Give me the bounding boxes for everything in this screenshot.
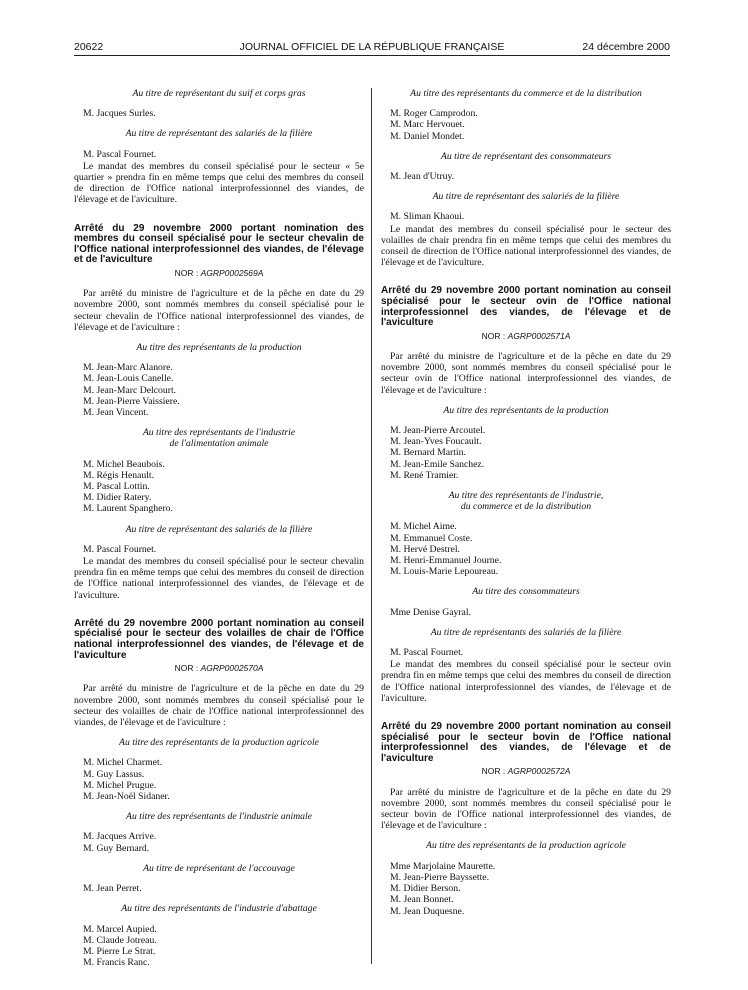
member-name: M. Pierre Le Strat. [83, 945, 156, 957]
heading-line: de l'alimentation animale [169, 438, 269, 450]
nor-label: NOR : [174, 268, 199, 278]
member-name: M. Jean-Pierre Vaissiere. [83, 395, 180, 407]
journal-title: JOURNAL OFFICIEL DE LA RÉPUBLIQUE FRANÇAISE [239, 41, 505, 53]
section-heading: Au titre des consommateurs [472, 586, 580, 598]
nor-label: NOR : [481, 766, 506, 777]
member-name: M. Claude Jotreau. [83, 934, 157, 946]
member-name: M. Pascal Fournet. [83, 543, 157, 555]
member-name: M. Pascal Fournet. [83, 148, 157, 160]
member-name: M. Roger Camprodon. [390, 108, 478, 120]
section-heading: Au titre de représentant du suif et corps gras [132, 88, 306, 99]
member-name: M. Jean-Pierre Arcoutel. [390, 425, 486, 437]
issue-date: 24 décembre 2000 [582, 41, 670, 53]
decree-title: Arrêté du 29 novembre 2000 portant nomination au conseil spécialisé pour le secteur ovin de l'Office national interprofessionnel des viandes, de l'élevage et de l'aviculture [381, 285, 671, 329]
mandate-paragraph: Le mandat des membres du conseil spécialisé pour le secteur « 5e quartier » prendra fin en même temps que celui des membres du conseil de direction de l'Office national interprofessionnel des viandes, de l'élevage et de l'aviculture. [74, 160, 364, 206]
section-heading: Au titre de représentant de l'accouvage [143, 862, 295, 874]
section-heading: Au titre de représentants des salariés de la filière [430, 626, 622, 638]
member-name: M. Daniel Mondet. [390, 130, 465, 142]
decree-title: Arrêté du 29 novembre 2000 portant nomination au conseil spécialisé pour le secteur des volailles de chair de l'Office national interprofessionnel des viandes, de l'élevage et de l'aviculture [74, 617, 364, 661]
decree-title: Arrêté du 29 novembre 2000 portant nomination au conseil spécialisé pour le secteur bovin de l'Office national interprofessionnel des viandes, de l'élevage et de l'aviculture [381, 721, 671, 764]
nor-reference [381, 766, 671, 777]
member-name: Mme Marjolaine Maurette. [390, 860, 496, 872]
nor-reference [74, 268, 364, 279]
nor-code: AGRP0002572A [507, 766, 571, 777]
section-heading: Au titre de représentant des salariés de la filière [125, 523, 313, 535]
member-name: M. Jean-Louis Canelle. [83, 373, 174, 385]
nor-reference [74, 663, 364, 674]
decree-intro: Par arrêté du ministre de l'agriculture et de la pêche en date du 29 novembre 2000, sont nommés membres du conseil spécialisé pour le secteur ovin de l'Office national interprofessionnel des viandes, de l'élevage et de l'aviculture : [381, 351, 671, 396]
section-heading: Au titre des représentants de la production agricole [426, 840, 626, 852]
section-heading: Au titre des représentants de l'industrie d'abattage [121, 903, 317, 915]
member-name: M. Jean-Yves Foucault. [390, 436, 482, 448]
member-name: M. Francis Ranc. [83, 957, 150, 969]
section-heading: Au titre des représentants du commerce et de la distribution [410, 88, 642, 99]
member-name: M. Sliman Khaoui. [390, 211, 465, 223]
member-name: M. Jean Bonnet. [390, 894, 454, 906]
member-name: M. Jean Duquesne. [390, 905, 465, 917]
left-column [74, 88, 364, 968]
nor-code: AGRP0002569A [200, 268, 264, 278]
page-number: 20622 [74, 41, 104, 53]
mandate-paragraph: Le mandat des membres du conseil spécialisé pour le secteur chevalin prendra fin en même temps que celui des membres du conseil de direction de l'Office national interprofessionnel des viandes, de l'élevage et de l'aviculture. [74, 556, 364, 601]
section-heading: Au titre des représentants de la production agricole [119, 737, 319, 749]
member-name: M. Jean-Marc Alanore. [83, 362, 173, 374]
heading-line: du commerce et de la distribution [460, 501, 592, 513]
member-name: M. Michel Prugue. [83, 779, 157, 791]
member-name: M. Bernard Martin. [390, 447, 466, 459]
member-name: M. Emmanuel Coste. [390, 532, 473, 544]
member-name: M. Marc Hervouet. [390, 119, 465, 131]
section-heading: Au titre des représentants de l'industrie animale [126, 811, 312, 823]
member-name: M. Guy Lassus. [83, 768, 145, 780]
member-name: M. Louis-Marie Lepoureau. [390, 566, 499, 578]
member-name: M. Guy Bernard. [83, 842, 150, 854]
section-heading: Au titre des représentants de la production [443, 404, 609, 416]
member-name: M. Henri-Emmanuel Journe. [390, 555, 502, 567]
member-name: M. Didier Ratery. [83, 492, 152, 504]
decree-intro: Par arrêté du ministre de l'agriculture et de la pêche en date du 29 novembre 2000, sont nommés membres du conseil spécialisé pour le secteur bovin de l'Office national interprofessionnel des viandes, de l'élevage et de l'aviculture : [381, 786, 671, 832]
member-name: M. Michel Beaubois. [83, 458, 165, 470]
member-name: M. Hervé Destrel. [390, 543, 460, 555]
nor-code: AGRP0002571A [507, 330, 571, 341]
member-name: M. Jean-Noël Sidaner. [83, 791, 170, 803]
header-rule [74, 55, 670, 56]
nor-code: AGRP0002570A [200, 663, 264, 674]
member-name: M. Michel Charmet. [83, 757, 163, 769]
section-heading [74, 427, 364, 449]
member-name: M. Jacques Arrive. [83, 831, 157, 843]
member-name: M. Marcel Aupied. [83, 923, 157, 935]
member-name: M. Jean-Marc Delcourt. [83, 384, 177, 396]
heading-line: Au titre des représentants de l'industrie, [448, 490, 604, 502]
heading-line: Au titre des représentants de l'industrie [142, 427, 296, 439]
member-name: M. Didier Berson. [390, 883, 461, 895]
nor-reference [381, 331, 671, 342]
member-name: M. Jean Vincent. [83, 407, 149, 419]
member-name: M. Jean-Emile Sanchez. [390, 458, 485, 470]
section-heading: Au titre de représentant des consommateurs [440, 150, 612, 162]
mandate-paragraph: Le mandat des membres du conseil spécialisé pour le secteur ovin prendra fin en même temps que celui des membres du conseil de direction de l'Office national interprofessionnel des viandes, de l'élevage et de l'aviculture. [381, 659, 671, 704]
section-heading [381, 490, 671, 512]
member-name: M. René Tramier. [390, 469, 459, 481]
mandate-paragraph: Le mandat des membres du conseil spécialisé pour le secteur des volailles de chair prendra fin en même temps que celui des membres du conseil de direction de l'Office national interprofessionnel des viandes, de l'élevage et de l'aviculture. [381, 223, 671, 269]
nor-label: NOR : [481, 330, 506, 341]
member-name: M. Jean Perret. [83, 883, 142, 895]
column-divider [371, 88, 372, 964]
member-name: M. Laurent Spanghero. [83, 503, 173, 515]
member-name: M. Michel Aime. [390, 521, 457, 533]
page-header [74, 41, 670, 55]
member-name: M. Jean d'Utruy. [390, 171, 455, 183]
decree-intro: Par arrêté du ministre de l'agriculture et de la pêche en date du 29 novembre 2000, sont nommés membres du conseil spécialisé pour le secteur des volailles de chair de l'Office national interprofessionnel des viandes, de l'élevage et de l'aviculture : [74, 683, 364, 729]
nor-label: NOR : [174, 663, 199, 674]
section-heading: Au titre des représentants de la production [136, 342, 302, 354]
member-name: M. Régis Henault. [83, 469, 155, 481]
right-column [381, 88, 671, 917]
section-heading: Au titre de représentant des salariés de la filière [432, 191, 620, 203]
decree-intro: Par arrêté du ministre de l'agriculture et de la pêche en date du 29 novembre 2000, sont nommés membres du conseil spécialisé pour le secteur chevalin de l'Office national interprofessionnel des viandes, de l'élevage et de l'aviculture : [74, 288, 364, 333]
section-heading: Au titre de représentant des salariés de la filière [125, 128, 313, 140]
member-name: M. Jacques Surles. [83, 108, 156, 120]
decree-title: Arrêté du 29 novembre 2000 portant nomination des membres du conseil spécialisé pour le secteur chevalin de l'Office national interprofessionnel des viandes, de l'élevage et de l'aviculture [74, 222, 364, 266]
member-name: M. Pascal Lottin. [83, 481, 150, 493]
member-name: M. Pascal Fournet. [390, 647, 464, 659]
member-name: Mme Denise Gayral. [390, 606, 471, 618]
member-name: M. Jean-Pierre Bayssette. [390, 871, 489, 883]
